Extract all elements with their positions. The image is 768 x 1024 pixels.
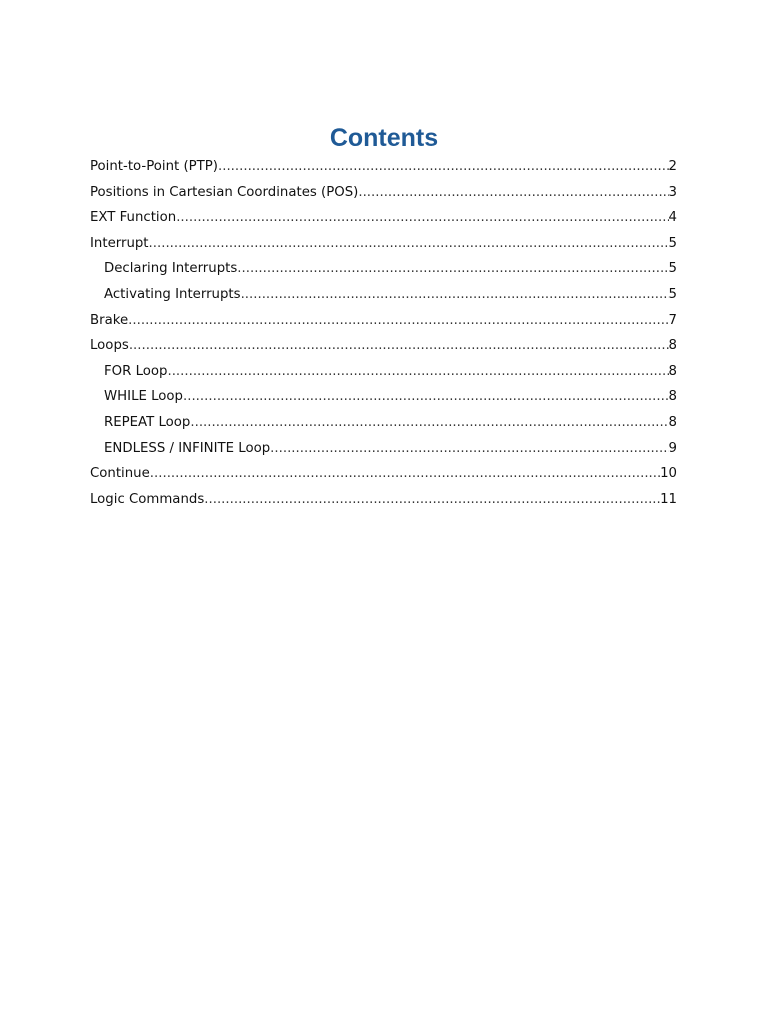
toc-dot-leader: [237, 256, 668, 282]
toc-entry-page: 11: [660, 491, 677, 507]
toc-entry-label: Logic Commands: [90, 491, 205, 507]
toc-entry[interactable]: [90, 231, 677, 257]
toc-entry-label: Loops: [90, 338, 129, 354]
toc-entry-label: Activating Interrupts: [104, 286, 241, 302]
toc-entry[interactable]: [90, 333, 677, 359]
toc-entry-label: REPEAT Loop: [104, 414, 191, 430]
toc-entry-label: WHILE Loop: [104, 389, 183, 405]
toc-entry-label: Point-to-Point (PTP): [90, 159, 218, 174]
toc-entry-label: ENDLESS / INFINITE Loop: [104, 440, 271, 456]
toc-entry-page: 3: [668, 184, 677, 200]
toc-entry[interactable]: [90, 154, 677, 180]
toc-subentry[interactable]: [90, 436, 677, 462]
toc-entry-page: 7: [668, 312, 677, 328]
toc-dot-leader: [150, 461, 660, 487]
toc-dot-leader: [167, 359, 668, 385]
toc-entry-label: Brake: [90, 312, 129, 328]
toc-entry-label: EXT Function: [90, 210, 177, 226]
toc-subentry[interactable]: [90, 256, 677, 282]
toc-list: [90, 154, 677, 512]
toc-dot-leader: [190, 410, 668, 436]
toc-dot-leader: [176, 205, 668, 231]
toc-entry-page: 9: [668, 440, 677, 456]
toc-entry-label: Continue: [90, 466, 150, 482]
toc-dot-leader: [128, 308, 668, 334]
toc-entry[interactable]: [90, 180, 677, 206]
toc-entry-label: Positions in Cartesian Coordinates (POS): [90, 184, 359, 200]
toc-subentry[interactable]: [90, 282, 677, 308]
toc-subentry[interactable]: [90, 384, 677, 410]
toc-entry-page: 8: [668, 338, 677, 354]
toc-dot-leader: [129, 333, 669, 359]
toc-title: Contents: [329, 124, 439, 152]
toc-dot-leader: [204, 487, 660, 513]
toc-entry-page: 8: [668, 389, 677, 405]
toc-dot-leader: [358, 180, 668, 206]
toc-dot-leader: [149, 231, 669, 257]
toc-entry-page: 5: [668, 286, 677, 302]
toc-dot-leader: [241, 282, 669, 308]
toc-dot-leader: [183, 384, 669, 410]
toc-entry-page: 5: [668, 261, 677, 277]
toc-entry-page: 8: [668, 414, 677, 430]
toc-entry-page: 5: [668, 235, 677, 251]
toc-subentry[interactable]: [90, 359, 677, 385]
toc-entry-page: 10: [660, 466, 677, 482]
toc-entry-page: 2: [668, 159, 677, 174]
toc-dot-leader: [218, 154, 669, 180]
toc-entry[interactable]: [90, 461, 677, 487]
toc-entry-label: FOR Loop: [104, 363, 168, 379]
toc-entry-page: 4: [668, 210, 677, 226]
toc-dot-leader: [270, 436, 668, 462]
toc-entry[interactable]: [90, 205, 677, 231]
toc-entry[interactable]: [90, 308, 677, 334]
toc-entry-label: Interrupt: [90, 235, 149, 251]
toc-entry-label: Declaring Interrupts: [104, 261, 238, 277]
toc-entry-page: 8: [668, 363, 677, 379]
toc-subentry[interactable]: [90, 410, 677, 436]
toc-entry[interactable]: [90, 487, 677, 513]
